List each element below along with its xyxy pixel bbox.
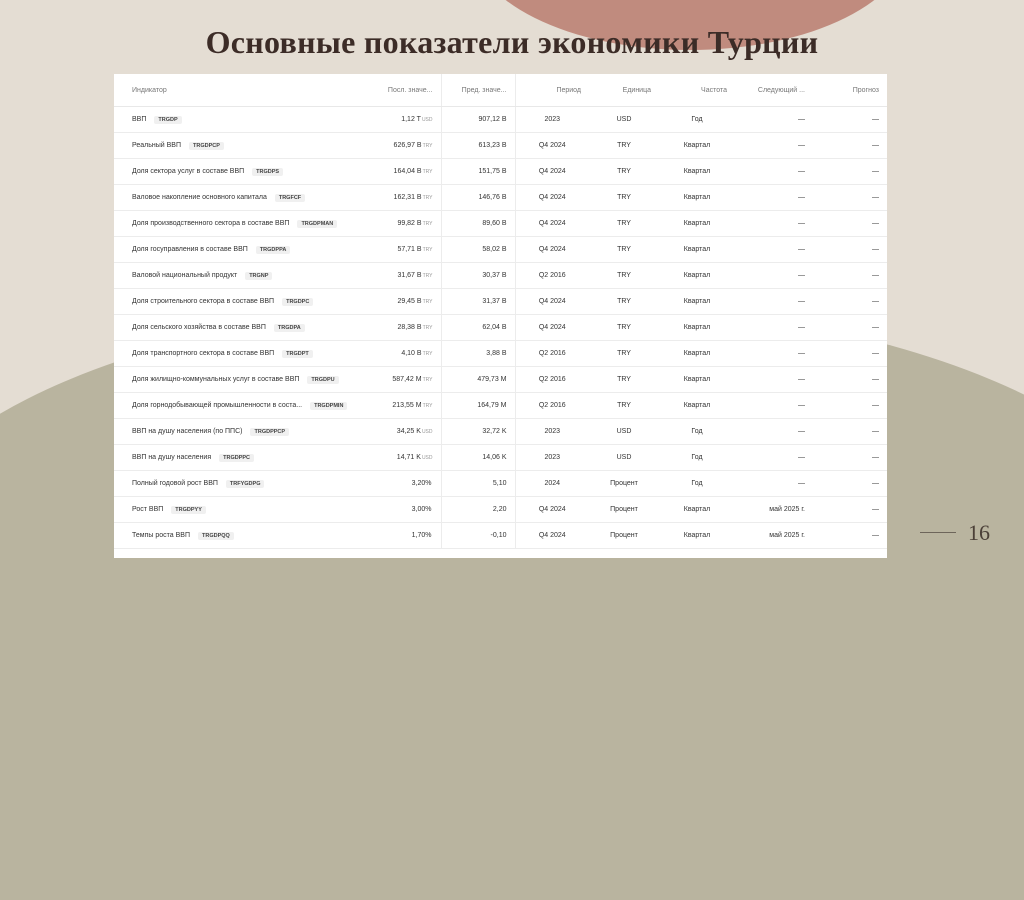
prev-value-cell: 14,06 K [441,445,515,471]
indicator-code-badge: TRGNP [245,272,272,280]
header-indicator[interactable]: Индикатор [114,74,369,107]
table-row[interactable] [114,289,887,315]
last-value: 3,00% [411,506,432,513]
prev-value-cell: 5,10 [441,471,515,497]
period-cell: 2023 [515,419,589,445]
frequency-cell: Квартал [659,367,735,393]
last-value-unit: TRY [422,143,433,149]
next-release-cell: — [735,211,813,237]
table-row[interactable] [114,263,887,289]
last-value-cell [369,133,441,159]
period-cell: Q2 2016 [515,367,589,393]
indicator-code-badge: TRGDPYY [171,506,206,514]
next-release-cell: — [735,159,813,185]
period-cell: Q4 2024 [515,237,589,263]
last-value-unit: TRY [422,299,433,305]
last-value-cell [369,211,441,237]
unit-cell: TRY [589,159,659,185]
forecast-cell: — [813,341,887,367]
forecast-cell: — [813,289,887,315]
prev-value-cell: 146,76 B [441,185,515,211]
last-value-unit: TRY [422,325,433,331]
prev-value-cell: 2,20 [441,497,515,523]
header-unit[interactable]: Единица [589,74,659,107]
last-value: 14,71 K [396,454,421,461]
table-row[interactable] [114,107,887,133]
unit-cell: Процент [589,471,659,497]
unit-cell: TRY [589,237,659,263]
next-release-cell: — [735,445,813,471]
unit-cell: USD [589,419,659,445]
last-value: 162,31 B [393,194,422,201]
indicator-name[interactable]: Валовое накопление основного капитала [132,193,267,201]
indicator-cell[interactable] [114,367,369,393]
indicator-cell[interactable] [114,445,369,471]
prev-value-cell: 31,37 B [441,289,515,315]
frequency-cell: Квартал [659,289,735,315]
last-value: 29,45 B [397,298,422,305]
next-release-cell: — [735,367,813,393]
indicator-cell[interactable] [114,159,369,185]
unit-cell: USD [589,107,659,133]
last-value: 213,55 M [392,402,422,409]
forecast-cell: — [813,185,887,211]
table-row[interactable] [114,185,887,211]
last-value-unit: TRY [422,403,433,409]
prev-value-cell: 479,73 M [441,367,515,393]
period-cell: Q4 2024 [515,159,589,185]
indicator-table-panel [114,74,887,558]
indicator-code-badge: TRGDPU [307,376,338,384]
last-value-unit: TRY [422,351,433,357]
frequency-cell: Квартал [659,237,735,263]
last-value: 28,38 B [397,324,422,331]
period-cell: Q2 2016 [515,263,589,289]
indicator-name[interactable]: Доля сельского хозяйства в составе ВВП [132,323,266,331]
period-cell: 2023 [515,107,589,133]
unit-cell: TRY [589,211,659,237]
indicator-cell[interactable] [114,315,369,341]
last-value-cell [369,289,441,315]
indicator-name[interactable]: Доля транспортного сектора в составе ВВП [132,349,275,357]
indicator-name[interactable]: Валовой национальный продукт [132,271,238,279]
forecast-cell: — [813,133,887,159]
table-row[interactable] [114,315,887,341]
next-release-cell: май 2025 г. [735,523,813,549]
indicator-code-badge: TRGDPC [282,298,313,306]
table-row[interactable] [114,133,887,159]
prev-value-cell: 62,04 B [441,315,515,341]
period-cell: 2023 [515,445,589,471]
header-prev-value[interactable]: Пред. значе... [441,74,515,107]
next-release-cell: май 2025 г. [735,497,813,523]
prev-value-cell: 164,79 M [441,393,515,419]
forecast-cell: — [813,523,887,549]
indicator-code-badge: TRGDPS [252,168,283,176]
frequency-cell: Квартал [659,393,735,419]
last-value: 34,25 K [396,428,421,435]
indicator-name[interactable]: Доля сектора услуг в составе ВВП [132,167,245,175]
frequency-cell: Квартал [659,523,735,549]
frequency-cell: Год [659,471,735,497]
indicator-code-badge: TRGDPPC [219,454,254,462]
last-value-unit: USD [421,455,433,461]
next-release-cell: — [735,393,813,419]
indicator-cell[interactable] [114,523,369,549]
frequency-cell: Квартал [659,159,735,185]
indicator-cell[interactable] [114,341,369,367]
forecast-cell: — [813,367,887,393]
forecast-cell: — [813,393,887,419]
last-value-unit: USD [421,429,433,435]
period-cell: Q4 2024 [515,497,589,523]
unit-cell: TRY [589,341,659,367]
indicator-cell[interactable] [114,211,369,237]
indicator-cell[interactable] [114,289,369,315]
indicator-code-badge: TRFYGDPG [226,480,265,488]
indicator-name[interactable]: Доля горнодобывающей промышленности в соста... [132,401,303,409]
last-value-cell [369,185,441,211]
period-cell: Q4 2024 [515,523,589,549]
indicator-name[interactable]: Полный годовой рост ВВП [132,479,218,487]
last-value-cell [369,367,441,393]
last-value-cell [369,471,441,497]
indicator-code-badge: TRGDP [154,116,181,124]
period-cell: Q4 2024 [515,185,589,211]
forecast-cell: — [813,159,887,185]
table-body [114,107,887,549]
last-value-unit: TRY [422,377,433,383]
next-release-cell: — [735,419,813,445]
frequency-cell: Квартал [659,341,735,367]
period-cell: Q2 2016 [515,393,589,419]
forecast-cell: — [813,263,887,289]
indicator-code-badge: TRGDPPA [256,246,290,254]
prev-value-cell: 907,12 B [441,107,515,133]
prev-value-cell: 32,72 K [441,419,515,445]
forecast-cell: — [813,315,887,341]
indicator-code-badge: TRGDPT [282,350,313,358]
last-value: 31,67 B [397,272,422,279]
next-release-cell: — [735,237,813,263]
indicator-code-badge: TRGDPPCP [250,428,289,436]
forecast-cell: — [813,471,887,497]
slide-number: 16 [968,520,990,545]
forecast-cell: — [813,107,887,133]
unit-cell: Процент [589,497,659,523]
indicator-name[interactable]: Доля производственного сектора в составе ВВП [132,219,290,227]
slide-title: Основные показатели экономики Турции [205,24,819,60]
table-row[interactable] [114,497,887,523]
last-value-cell [369,107,441,133]
last-value-cell [369,263,441,289]
last-value-cell [369,341,441,367]
prev-value-cell: 613,23 B [441,133,515,159]
forecast-cell: — [813,497,887,523]
frequency-cell: Год [659,107,735,133]
indicator-cell[interactable] [114,185,369,211]
indicator-name[interactable]: ВВП [132,115,147,123]
indicator-code-badge: TRGDPCP [189,142,224,150]
last-value: 57,71 B [397,246,422,253]
indicator-code-badge: TRGDPA [274,324,305,332]
period-cell: 2024 [515,471,589,497]
next-release-cell: — [735,315,813,341]
prev-value-cell: 151,75 B [441,159,515,185]
period-cell: Q2 2016 [515,341,589,367]
table-row[interactable] [114,341,887,367]
frequency-cell: Квартал [659,315,735,341]
indicator-cell[interactable] [114,497,369,523]
indicator-name[interactable]: Доля жилищно-коммунальных услуг в составе ВВП [132,375,300,383]
indicator-code-badge: TRGDPQQ [198,532,234,540]
table-row[interactable] [114,159,887,185]
next-release-cell: — [735,263,813,289]
last-value-cell [369,497,441,523]
last-value-cell [369,315,441,341]
last-value: 1,12 T [401,116,421,123]
unit-cell: TRY [589,263,659,289]
frequency-cell: Год [659,419,735,445]
last-value-cell [369,419,441,445]
last-value-unit: TRY [422,221,433,227]
indicator-cell[interactable] [114,237,369,263]
table-row[interactable] [114,445,887,471]
period-cell: Q4 2024 [515,289,589,315]
last-value-cell [369,237,441,263]
header-last-value[interactable]: Посл. значе... [369,74,441,107]
frequency-cell: Квартал [659,497,735,523]
next-release-cell: — [735,133,813,159]
indicator-name[interactable]: Рост ВВП [132,505,164,513]
prev-value-cell: 3,88 B [441,341,515,367]
forecast-cell: — [813,211,887,237]
indicator-name[interactable]: Доля госуправления в составе ВВП [132,245,248,253]
last-value-cell [369,159,441,185]
last-value: 1,70% [411,532,432,539]
indicator-code-badge: TRGFCF [275,194,305,202]
unit-cell: TRY [589,315,659,341]
indicator-cell[interactable] [114,133,369,159]
frequency-cell: Квартал [659,263,735,289]
forecast-cell: — [813,419,887,445]
table-row[interactable] [114,237,887,263]
indicator-name[interactable]: Реальный ВВП [132,141,181,149]
period-cell: Q4 2024 [515,133,589,159]
forecast-cell: — [813,445,887,471]
header-frequency[interactable]: Частота [659,74,735,107]
next-release-cell: — [735,341,813,367]
last-value-unit: TRY [422,195,433,201]
prev-value-cell: 58,02 B [441,237,515,263]
unit-cell: TRY [589,393,659,419]
unit-cell: TRY [589,367,659,393]
indicator-cell[interactable] [114,393,369,419]
slide-number-divider [920,532,956,533]
indicator-name[interactable]: ВВП на душу населения [132,453,212,461]
indicator-code-badge: TRGDPMAN [297,220,337,228]
header-forecast[interactable]: Прогноз [813,74,887,107]
last-value-cell [369,445,441,471]
last-value-unit: TRY [422,169,433,175]
unit-cell: TRY [589,289,659,315]
prev-value-cell: 89,60 B [441,211,515,237]
table-row[interactable] [114,367,887,393]
last-value-cell [369,523,441,549]
last-value-unit: TRY [422,247,433,253]
table-row[interactable] [114,393,887,419]
last-value: 164,04 B [393,168,422,175]
next-release-cell: — [735,107,813,133]
frequency-cell: Квартал [659,211,735,237]
indicator-code-badge: TRGDPMIN [310,402,347,410]
next-release-cell: — [735,289,813,315]
indicator-name[interactable]: Темпы роста ВВП [132,531,190,539]
table-row[interactable] [114,523,887,549]
indicator-cell[interactable] [114,419,369,445]
forecast-cell: — [813,237,887,263]
unit-cell: TRY [589,133,659,159]
period-cell: Q4 2024 [515,315,589,341]
header-next[interactable]: Следующий ... [735,74,813,107]
table-row[interactable] [114,419,887,445]
prev-value-cell: 30,37 B [441,263,515,289]
unit-cell: USD [589,445,659,471]
frequency-cell: Год [659,445,735,471]
unit-cell: Процент [589,523,659,549]
last-value: 587,42 M [392,376,422,383]
period-cell: Q4 2024 [515,211,589,237]
last-value-unit: USD [421,117,433,123]
indicator-name[interactable]: Доля строительного сектора в составе ВВП [132,297,275,305]
next-release-cell: — [735,471,813,497]
last-value-cell [369,393,441,419]
frequency-cell: Квартал [659,185,735,211]
last-value: 626,97 B [393,142,422,149]
unit-cell: TRY [589,185,659,211]
last-value-unit: TRY [422,273,433,279]
indicator-table [114,74,887,549]
last-value: 99,82 B [397,220,422,227]
next-release-cell: — [735,185,813,211]
table-header-row [114,74,887,107]
prev-value-cell: -0,10 [441,523,515,549]
header-period[interactable]: Период [515,74,589,107]
table-row[interactable] [114,471,887,497]
last-value: 4,10 B [401,350,422,357]
table-row[interactable] [114,211,887,237]
last-value: 3,20% [411,480,432,487]
frequency-cell: Квартал [659,133,735,159]
indicator-cell[interactable] [114,263,369,289]
indicator-cell[interactable] [114,107,369,133]
indicator-cell[interactable] [114,471,369,497]
indicator-name[interactable]: ВВП на душу населения (по ППС) [132,427,243,435]
